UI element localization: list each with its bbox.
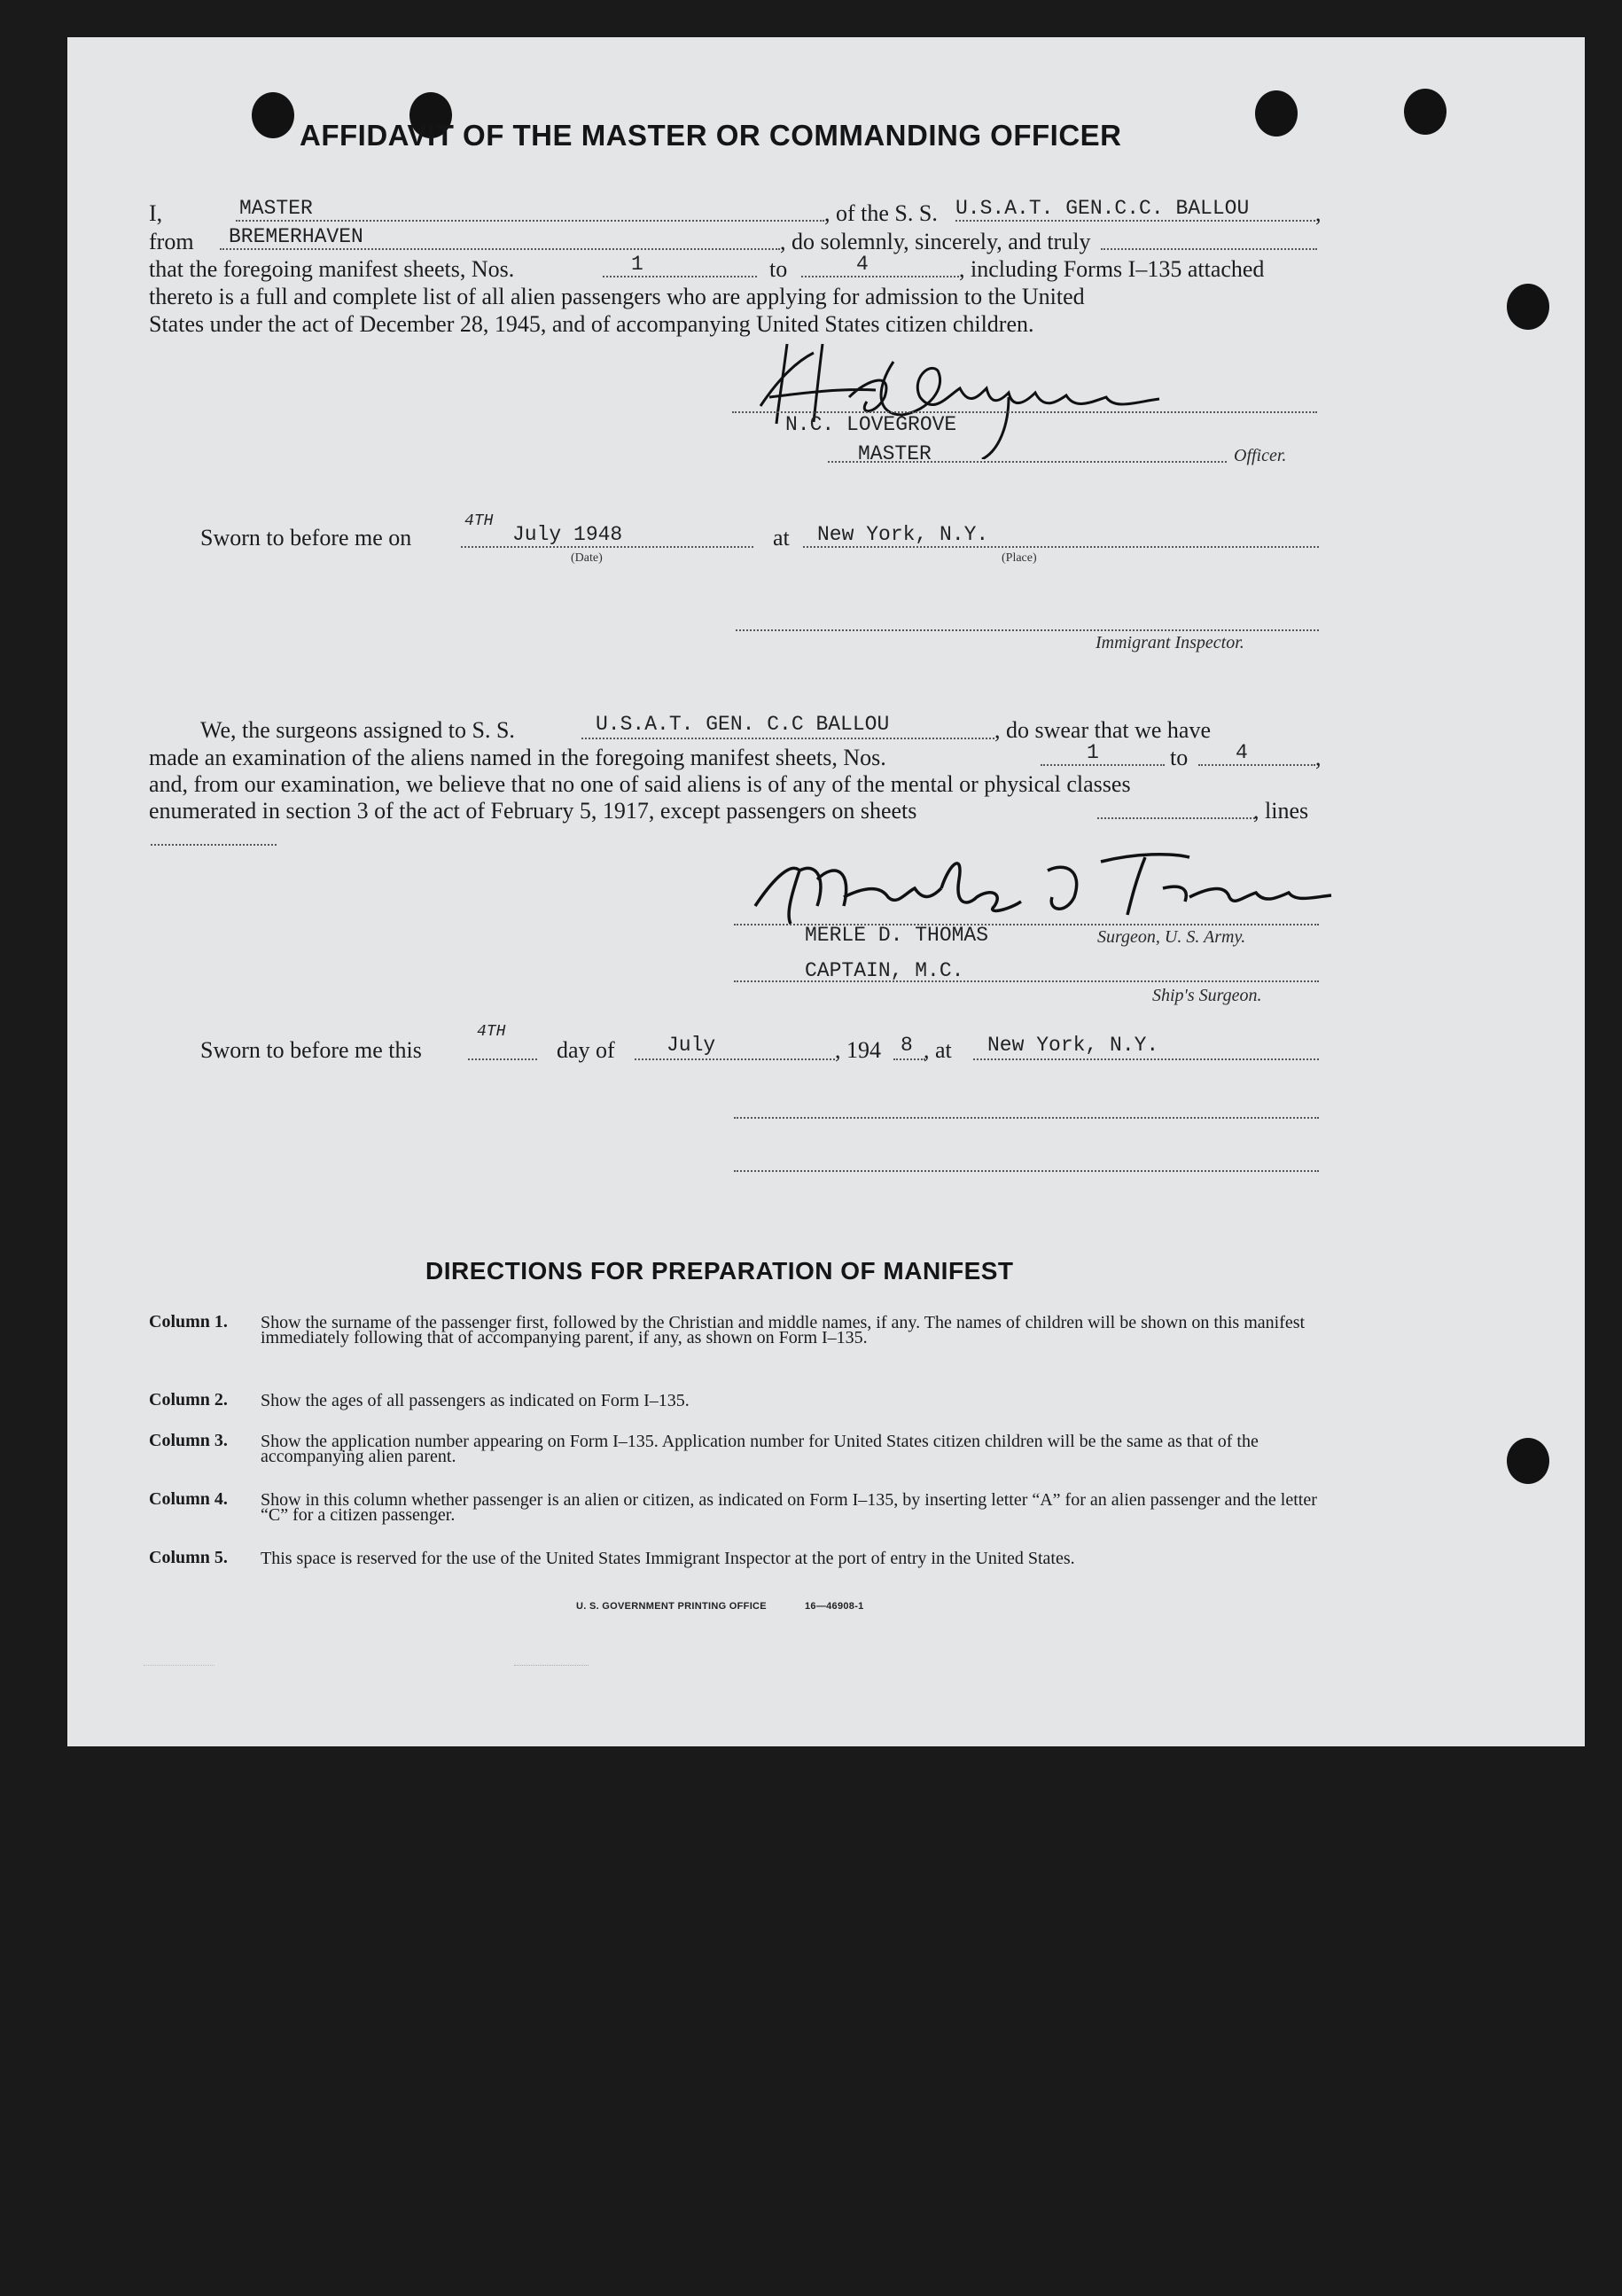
signer-title: MASTER <box>858 442 932 465</box>
inspector-signature-line <box>736 629 1319 631</box>
punch-hole <box>1404 89 1447 135</box>
punch-hole <box>1507 1438 1549 1484</box>
direction-label: Column 1. <box>149 1312 228 1332</box>
sworn-day-value: 4TH <box>464 512 494 530</box>
direction-label: Column 4. <box>149 1489 228 1509</box>
date-field-line <box>461 546 753 548</box>
blank-line <box>1101 248 1317 250</box>
master-signature <box>743 326 1239 459</box>
text: from <box>149 229 194 254</box>
text: Sworn to before me on <box>200 525 412 551</box>
surgeon-sheet-to-line <box>1198 764 1315 766</box>
sheets-blank-line <box>1097 817 1255 819</box>
text: , of the S. S. <box>824 200 938 226</box>
text: , <box>1315 745 1322 770</box>
text: , do solemnly, sincerely, and truly <box>780 229 1091 254</box>
sworn-place-value: New York, N.Y. <box>817 523 989 546</box>
master-field-line <box>236 220 824 222</box>
text: to <box>769 256 788 282</box>
text: Sworn to before me this <box>200 1037 422 1063</box>
direction-label: Column 5. <box>149 1548 228 1567</box>
surgeon-sheet-to-value: 4 <box>1236 741 1248 764</box>
surgeon-label: Surgeon, U. S. Army. <box>1097 927 1246 947</box>
ship-surgeon-label: Ship's Surgeon. <box>1152 986 1262 1005</box>
day-field-line <box>468 1058 537 1060</box>
surgeon-sheet-from-value: 1 <box>1087 741 1099 764</box>
direction-text: Show in this column whether passenger is an alien or citizen, as indicated on Form I–135, by inserting letter “A” for an alien passenger and the letter “C” for a citizen passenger. <box>261 1490 1317 1525</box>
place-field-line <box>803 546 1319 548</box>
punch-hole <box>1507 284 1549 330</box>
text: and, from our examination, we believe that no one of said aliens is of any of the mental or physical classes <box>149 771 1131 797</box>
surgeon-sworn-year-digit: 8 <box>901 1034 913 1057</box>
direction-text: Show the ages of all passengers as indicated on Form I–135. <box>261 1391 690 1410</box>
year-field-line <box>893 1058 925 1060</box>
port-field-line <box>220 248 780 250</box>
surgeon-name: MERLE D. THOMAS <box>805 924 989 947</box>
text: , lines <box>1253 798 1309 824</box>
direction-text: Show the surname of the passenger first, followed by the Christian and middle names, if any. The names of children will be shown on this manifest immediately following that of accompanying parent, if any, as shown on Form I–135. <box>261 1313 1306 1347</box>
text: , do swear that we have <box>994 717 1212 743</box>
surgeon-sworn-day: 4TH <box>477 1023 506 1041</box>
officer-label: Officer. <box>1234 446 1287 465</box>
witness-line-2 <box>734 1170 1319 1172</box>
form-code: 16—46908-1 <box>805 1601 864 1612</box>
text: to <box>1170 745 1189 770</box>
surgeon-sworn-month: July <box>667 1034 716 1057</box>
master-title-value: MASTER <box>239 197 313 220</box>
punch-hole <box>1255 90 1298 137</box>
directions-title: DIRECTIONS FOR PREPARATION OF MANIFEST <box>425 1257 1014 1285</box>
surgeon-sworn-place: New York, N.Y. <box>987 1034 1159 1057</box>
month-field-line <box>635 1058 835 1060</box>
sworn-date-value: July 1948 <box>512 523 623 546</box>
signer-name: N.C. LOVEGROVE <box>785 413 957 436</box>
surgeon-ship-line <box>581 738 994 739</box>
direction-text: Show the application number appearing on Form I–135. Application number for United States citizen children will be the same as that of the accompanying alien parent. <box>261 1432 1259 1466</box>
text: I, <box>149 200 163 226</box>
date-label: (Date) <box>571 551 603 565</box>
direction-label: Column 3. <box>149 1431 228 1450</box>
text: States under the act of December 28, 1945, and of accompanying United States citizen children. <box>149 311 1034 337</box>
witness-line-1 <box>734 1117 1319 1119</box>
printing-office: U. S. GOVERNMENT PRINTING OFFICE <box>576 1601 767 1612</box>
text: We, the surgeons assigned to S. S. <box>200 717 515 743</box>
text: , <box>1315 200 1322 226</box>
place-label: (Place) <box>1002 551 1037 565</box>
text: at <box>773 525 790 551</box>
sheet-from-line <box>603 276 757 277</box>
text: day of <box>557 1037 615 1063</box>
sheet-to-value: 4 <box>856 253 869 276</box>
text: thereto is a full and complete list of all alien passengers who are applying for admission to the United <box>149 284 1085 309</box>
text: enumerated in section 3 of the act of February 5, 1917, except passengers on sheets <box>149 798 917 824</box>
surgeon-rank: CAPTAIN, M.C. <box>805 959 964 982</box>
sheet-from-value: 1 <box>631 253 643 276</box>
inspector-label: Immigrant Inspector. <box>1096 633 1244 652</box>
text: made an examination of the aliens named in the foregoing manifest sheets, Nos. <box>149 745 886 770</box>
direction-label: Column 2. <box>149 1390 228 1410</box>
sheet-to-line <box>801 276 959 277</box>
surgeon-sheet-from-line <box>1041 764 1165 766</box>
ship-name-value: U.S.A.T. GEN.C.C. BALLOU <box>955 197 1250 220</box>
affidavit-title: AFFIDAVIT OF THE MASTER OR COMMANDING OFFICER <box>300 119 1122 152</box>
surgeon-place-line <box>973 1058 1319 1060</box>
lines-blank-line <box>151 844 277 846</box>
text: , 194 <box>835 1037 881 1063</box>
surgeon-ship-value: U.S.A.T. GEN. C.C BALLOU <box>596 713 890 736</box>
text: , at <box>924 1037 952 1063</box>
punch-hole <box>252 92 294 138</box>
direction-text: This space is reserved for the use of the United States Immigrant Inspector at the port of entry in the United States. <box>261 1549 1075 1568</box>
ship-field-line <box>955 220 1315 222</box>
manifest-page <box>67 37 1585 1746</box>
port-value: BREMERHAVEN <box>229 225 363 248</box>
faint-mark <box>144 1665 214 1666</box>
faint-mark <box>514 1665 589 1666</box>
text: that the foregoing manifest sheets, Nos. <box>149 256 515 282</box>
text: , including Forms I–135 attached <box>959 256 1265 282</box>
